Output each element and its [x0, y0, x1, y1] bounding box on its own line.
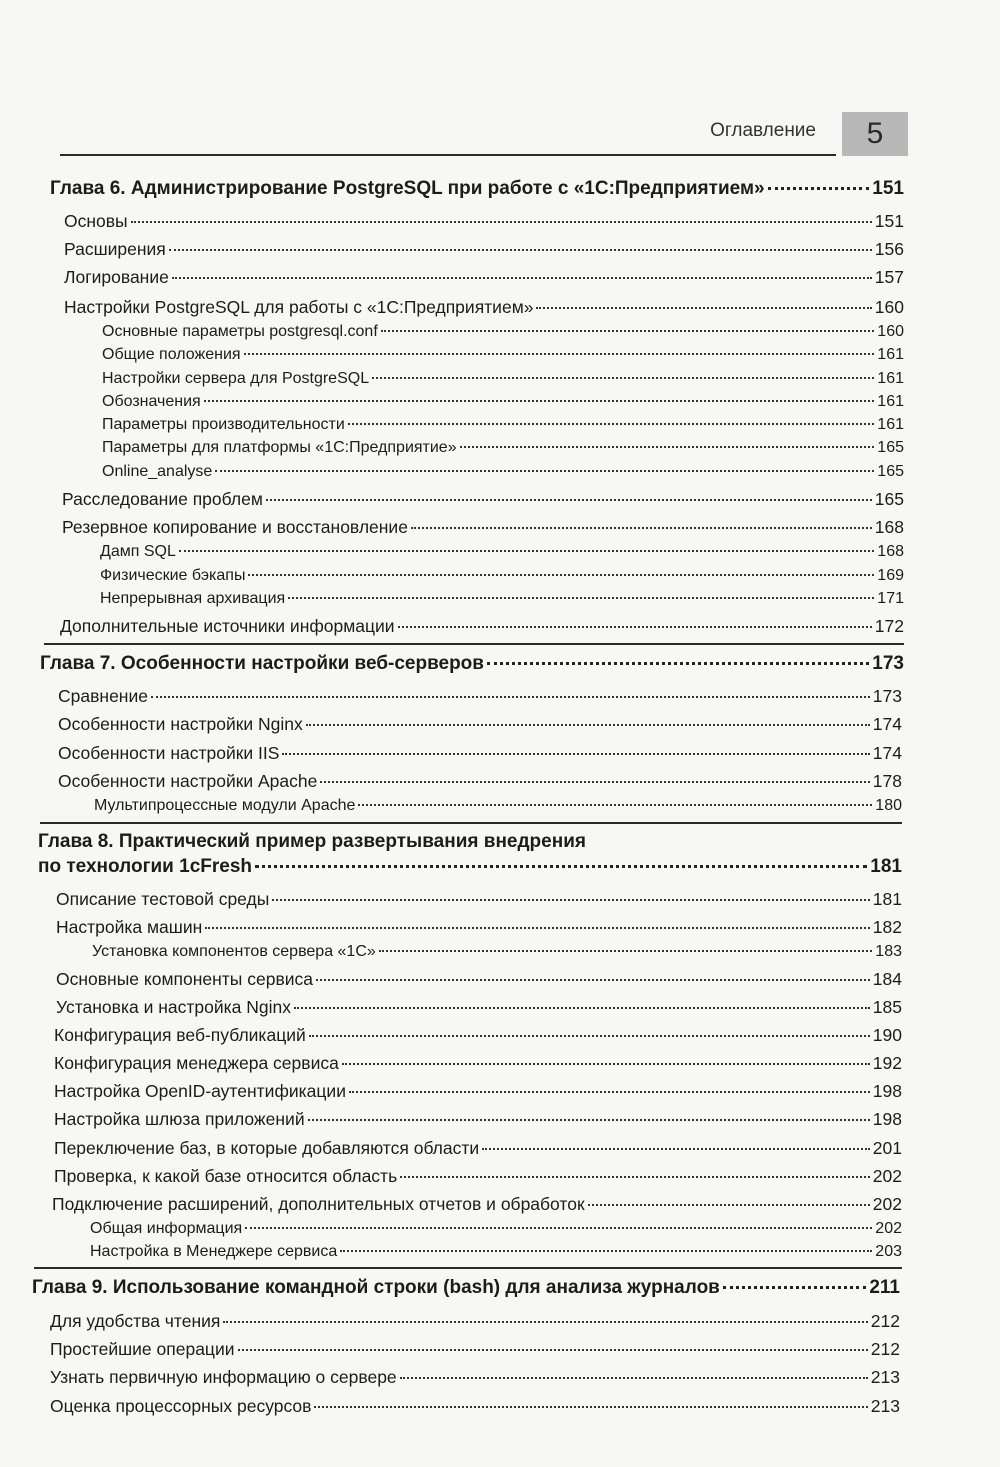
entry-page: 168: [874, 517, 904, 537]
entry-title: Дамп SQL: [100, 543, 176, 560]
toc-entry[interactable]: [54, 1164, 902, 1188]
entry-page: 165: [877, 439, 904, 456]
chapter-page: 173: [872, 653, 904, 674]
entry-title: Настройка шлюза приложений: [54, 1109, 305, 1129]
toc-subentry[interactable]: [102, 367, 904, 391]
toc-entry[interactable]: [64, 209, 904, 233]
chapter-title: Глава 9. Использование командной строки (bash) для анализа журналов: [32, 1277, 720, 1298]
toc-subentry[interactable]: [92, 940, 902, 964]
entry-page: 202: [872, 1194, 902, 1214]
entry-page: 173: [872, 686, 902, 706]
toc-subentry[interactable]: [90, 1240, 902, 1264]
entry-title: Расследование проблем: [62, 489, 263, 509]
toc-entry[interactable]: [64, 295, 904, 319]
entry-page: 202: [872, 1166, 902, 1186]
chapter-separator: [34, 1267, 902, 1269]
entry-page: 156: [874, 239, 904, 259]
chapter-8-title-line1: Глава 8. Практический пример развертывания внедрения: [38, 831, 586, 852]
toc-entry[interactable]: [50, 1365, 900, 1389]
entry-title: Параметры производительности: [102, 416, 345, 433]
entry-title: Установка компонентов сервера «1С»: [92, 943, 376, 960]
section-title: Оглавление: [710, 120, 816, 141]
entry-title: Обозначения: [102, 393, 201, 410]
chapter-page: 211: [869, 1277, 900, 1298]
entry-title: Параметры для платформы «1С:Предприятие»: [102, 439, 457, 456]
toc-subentry[interactable]: [100, 564, 904, 588]
entry-title: Основные параметры postgresql.conf: [102, 323, 378, 340]
entry-page: 181: [872, 889, 902, 909]
entry-title: Проверка, к какой базе относится область: [54, 1166, 398, 1186]
toc-subentry[interactable]: [102, 320, 904, 344]
entry-title: Настройка в Менеджере сервиса: [90, 1243, 338, 1260]
toc-subentry[interactable]: [100, 540, 904, 564]
toc-subentry[interactable]: [102, 343, 904, 367]
chapter-page: 181: [870, 856, 902, 877]
entry-page: 213: [870, 1367, 900, 1387]
toc-entry[interactable]: [56, 967, 902, 991]
toc-entry[interactable]: [58, 684, 902, 708]
toc-entry[interactable]: [62, 515, 904, 539]
entry-page: 212: [870, 1339, 900, 1359]
entry-page: 172: [874, 616, 904, 636]
entry-title: Подключение расширений, дополнительных отчетов и обработок: [52, 1194, 585, 1214]
entry-page: 190: [872, 1025, 902, 1045]
entry-page: 213: [870, 1396, 900, 1416]
entry-title: Сравнение: [58, 686, 148, 706]
entry-title: Расширения: [64, 239, 166, 259]
entry-page: 185: [872, 997, 902, 1017]
toc-subentry[interactable]: [90, 1217, 902, 1241]
entry-title: Особенности настройки IIS: [58, 743, 280, 763]
entry-title: Настройка OpenID-аутентификации: [54, 1081, 346, 1101]
entry-title: Общие положения: [102, 346, 241, 363]
toc-entry[interactable]: [52, 1192, 902, 1216]
entry-page: 192: [872, 1053, 902, 1073]
toc-entry[interactable]: [58, 769, 902, 793]
entry-title: Общая информация: [90, 1220, 243, 1237]
entry-title: Online_analyse: [102, 463, 213, 480]
entry-title: Конфигурация веб-публикаций: [54, 1025, 306, 1045]
entry-title: Основы: [64, 211, 128, 231]
entry-title: Простейшие операции: [50, 1339, 235, 1359]
chapter-title: по технологии 1cFresh: [38, 856, 253, 877]
chapter-title: Глава 7. Особенности настройки веб-серверов: [40, 653, 484, 674]
toc-entry[interactable]: [56, 995, 902, 1019]
entry-title: Резервное копирование и восстановление: [62, 517, 408, 537]
entry-page: 161: [877, 346, 904, 363]
entry-title: Оценка процессорных ресурсов: [50, 1396, 312, 1416]
toc-entry[interactable]: [54, 1023, 902, 1047]
entry-page: 201: [872, 1138, 902, 1158]
entry-page: 212: [870, 1311, 900, 1331]
entry-title: Переключение баз, в которые добавляются области: [54, 1138, 480, 1158]
toc-entry[interactable]: [54, 1051, 902, 1075]
entry-page: 161: [877, 393, 904, 410]
entry-page: 178: [872, 771, 902, 791]
toc-entry[interactable]: [56, 887, 902, 911]
chapter-8-heading[interactable]: [38, 855, 902, 879]
toc-entry[interactable]: [58, 712, 902, 736]
entry-page: 165: [877, 463, 904, 480]
toc-subentry[interactable]: [100, 587, 904, 611]
entry-page: 151: [874, 211, 904, 231]
chapter-7-heading[interactable]: [40, 652, 904, 676]
entry-title: Особенности настройки Nginx: [58, 714, 303, 734]
entry-page: 161: [877, 416, 904, 433]
toc-subentry[interactable]: [102, 460, 904, 484]
chapter-separator: [44, 643, 904, 645]
entry-title: Для удобства чтения: [50, 1311, 221, 1331]
entry-page: 202: [875, 1220, 902, 1237]
entry-page: 198: [872, 1081, 902, 1101]
entry-page: 198: [872, 1109, 902, 1129]
entry-title: Конфигурация менеджера сервиса: [54, 1053, 339, 1073]
toc-entry[interactable]: [54, 1107, 902, 1131]
entry-page: 203: [875, 1243, 902, 1260]
toc-entry[interactable]: [64, 237, 904, 261]
entry-page: 183: [875, 943, 902, 960]
toc-entry[interactable]: [60, 614, 904, 638]
toc-entry[interactable]: [56, 915, 902, 939]
toc-subentry[interactable]: [102, 413, 904, 437]
toc-entry[interactable]: [54, 1079, 902, 1103]
toc-entry[interactable]: [50, 1394, 900, 1418]
header-rule: [60, 154, 836, 156]
entry-page: 171: [877, 590, 904, 607]
entry-title: Физические бэкапы: [100, 567, 246, 584]
toc-subentry[interactable]: [102, 390, 904, 414]
toc-entry[interactable]: [50, 1309, 900, 1333]
entry-title: Особенности настройки Apache: [58, 771, 318, 791]
toc-subentry[interactable]: [102, 436, 904, 460]
toc-subentry[interactable]: [94, 794, 902, 818]
entry-title: Мультипроцессные модули Apache: [94, 797, 356, 814]
chapter-6-heading[interactable]: [50, 177, 904, 201]
entry-title: Основные компоненты сервиса: [56, 969, 314, 989]
entry-page: 165: [874, 489, 904, 509]
toc-entry[interactable]: [54, 1136, 902, 1160]
toc-entry[interactable]: [50, 1337, 900, 1361]
entry-page: 160: [877, 323, 904, 340]
toc-entry[interactable]: [64, 265, 904, 289]
toc-entry[interactable]: [62, 487, 904, 511]
entry-title: Настройки сервера для PostgreSQL: [102, 370, 370, 387]
chapter-title: Глава 6. Администрирование PostgreSQL при работе с «1С:Предприятием»: [50, 178, 765, 199]
entry-page: 174: [872, 743, 902, 763]
entry-page: 180: [875, 797, 902, 814]
entry-title: Дополнительные источники информации: [60, 616, 395, 636]
chapter-9-heading[interactable]: [32, 1276, 900, 1300]
entry-title: Непрерывная архивация: [100, 590, 286, 607]
entry-page: 160: [874, 297, 904, 317]
entry-page: 174: [872, 714, 902, 734]
entry-page: 157: [874, 267, 904, 287]
page-header: [60, 112, 908, 156]
entry-page: 184: [872, 969, 902, 989]
entry-title: Узнать первичную информацию о сервере: [50, 1367, 397, 1387]
entry-page: 169: [877, 567, 904, 584]
entry-page: 182: [872, 917, 902, 937]
entry-title: Описание тестовой среды: [56, 889, 270, 909]
chapter-separator: [40, 822, 902, 824]
entry-title: Настройки PostgreSQL для работы с «1С:Предприятием»: [64, 297, 534, 317]
entry-title: Установка и настройка Nginx: [56, 997, 291, 1017]
entry-title: Настройка машин: [56, 917, 203, 937]
entry-title: Логирование: [64, 267, 169, 287]
entry-page: 161: [877, 370, 904, 387]
toc-entry[interactable]: [58, 741, 902, 765]
page-number: 5: [842, 112, 908, 156]
chapter-page: 151: [872, 178, 904, 199]
entry-page: 168: [877, 543, 904, 560]
